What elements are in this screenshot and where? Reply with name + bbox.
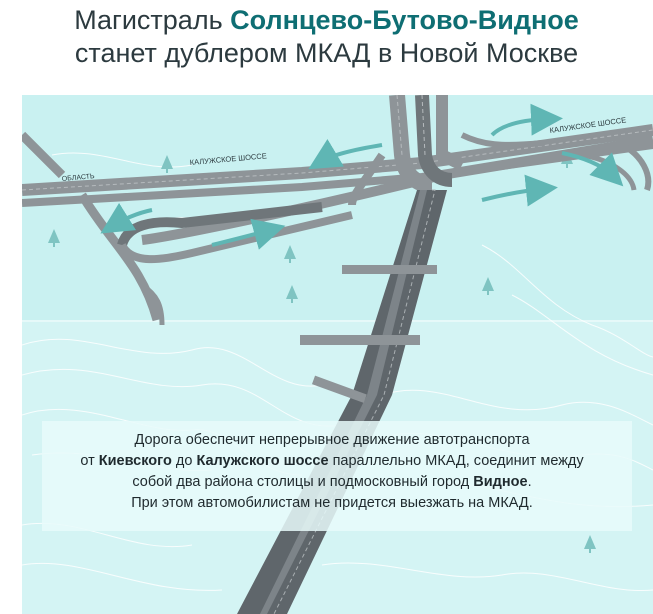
- bridge-middle: [300, 335, 420, 345]
- title-accent: Солнцево-Бутово-Видное: [230, 5, 579, 35]
- title-line-2: станет дублером МКАД в Новой Москве: [74, 38, 579, 68]
- caption-text: .: [527, 474, 532, 490]
- description-caption: [52, 430, 612, 514]
- caption-line-1: Дорога обеспечит непрерывное движение автотранспорта: [134, 432, 530, 448]
- caption-text: от: [80, 453, 99, 469]
- caption-text: параллельно МКАД, соединит между: [328, 453, 584, 469]
- caption-text: до: [171, 453, 197, 469]
- caption-bold-kaluzhskoe: Калужского шоссе: [196, 453, 329, 469]
- page-title: [0, 4, 653, 70]
- road-map-illustration: [22, 95, 653, 614]
- map-label-oblast: ОБЛАСТЬ: [61, 173, 95, 183]
- caption-line-4: При этом автомобилистам не придется выезжать на МКАД.: [131, 495, 533, 511]
- road-map: [22, 95, 653, 614]
- caption-bold-vidnoe: Видное: [473, 474, 528, 490]
- bridge-upper: [342, 265, 437, 274]
- caption-bold-kievskoe: Киевского: [98, 453, 172, 469]
- caption-line-3: [52, 472, 612, 493]
- caption-text: собой два района столицы и подмосковный город: [132, 474, 474, 490]
- title-line-1: [0, 4, 653, 37]
- map-label-kaluzhskoe-right: КАЛУЖСКОЕ ШОССЕ: [549, 115, 627, 135]
- caption-line-2: [52, 451, 612, 472]
- title-prefix: Магистраль: [74, 5, 231, 35]
- map-label-kaluzhskoe-left: КАЛУЖСКОЕ ШОССЕ: [189, 151, 268, 167]
